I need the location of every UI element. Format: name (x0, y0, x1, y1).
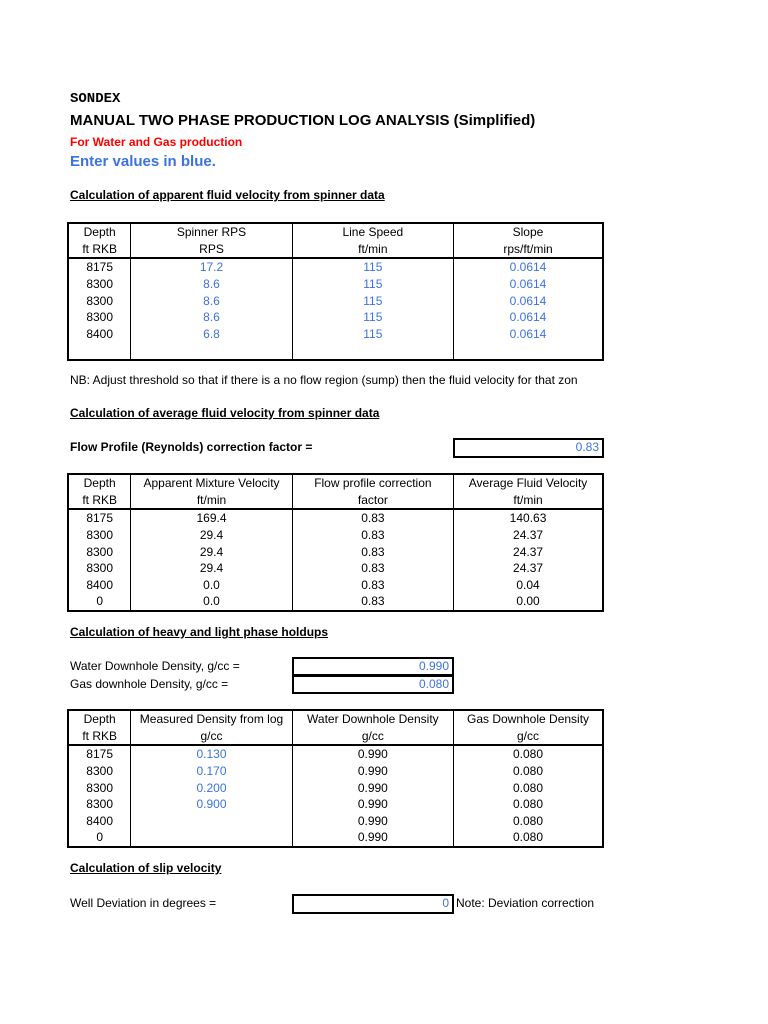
instruction: Enter values in blue. (70, 153, 216, 170)
section4-heading: Calculation of slip velocity (70, 861, 222, 875)
table-row (68, 309, 603, 326)
gas-density-cell: 0.080 (454, 763, 603, 780)
table-row (68, 813, 603, 830)
section2-heading: Calculation of average fluid velocity from spinner data (70, 406, 380, 420)
table-row (68, 745, 603, 763)
table-row (68, 593, 603, 611)
gas-density-label: Gas downhole Density, g/cc = (70, 677, 229, 691)
table-unit-row (68, 728, 603, 746)
correction-cell: 0.83 (292, 543, 453, 560)
depth-cell: 8175 (68, 509, 131, 527)
table-row (68, 796, 603, 813)
column-header: Apparent Mixture Velocity (131, 474, 292, 492)
slope-input[interactable]: 0.0614 (454, 276, 604, 293)
depth-cell: 0 (68, 593, 131, 611)
correction-factor-input[interactable]: 0.83 (453, 438, 604, 458)
depth-cell: 8300 (68, 560, 131, 577)
column-header: Measured Density from log (131, 710, 292, 728)
spinner-rps-input[interactable]: 8.6 (131, 292, 292, 309)
column-header: Water Downhole Density (292, 710, 453, 728)
line-speed-input[interactable]: 115 (292, 326, 453, 343)
depth-cell: 0 (68, 829, 131, 847)
deviation-label: Well Deviation in degrees = (70, 896, 217, 910)
column-header: Slope (454, 223, 604, 241)
column-unit: g/cc (454, 728, 603, 746)
apparent-velocity-cell: 29.4 (131, 543, 292, 560)
column-header: Depth (68, 223, 131, 241)
page-title: MANUAL TWO PHASE PRODUCTION LOG ANALYSIS (Simplified) (70, 112, 536, 129)
table-row (68, 258, 603, 276)
gas-density-cell: 0.080 (454, 779, 603, 796)
table-row (68, 779, 603, 796)
line-speed-input[interactable]: 115 (292, 258, 453, 276)
water-density-cell: 0.990 (292, 779, 453, 796)
water-density-cell: 0.990 (292, 796, 453, 813)
average-velocity-cell: 24.37 (454, 543, 603, 560)
column-unit: g/cc (131, 728, 292, 746)
slope-input[interactable]: 0.0614 (454, 326, 604, 343)
depth-cell: 8300 (68, 276, 131, 293)
table-header-row (68, 710, 603, 728)
brand-name: SONDEX (70, 91, 121, 107)
depth-cell: 8300 (68, 527, 131, 544)
depth-cell: 8300 (68, 543, 131, 560)
slope-input[interactable] (454, 342, 604, 360)
column-unit: ft/min (454, 492, 603, 510)
average-velocity-cell: 0.00 (454, 593, 603, 611)
column-header: Depth (68, 710, 131, 728)
correction-cell: 0.83 (292, 577, 453, 594)
spinner-table (67, 222, 604, 361)
column-unit: rps/ft/min (454, 241, 604, 259)
correction-cell: 0.83 (292, 560, 453, 577)
spinner-rps-input[interactable]: 8.6 (131, 309, 292, 326)
column-unit: g/cc (292, 728, 453, 746)
water-density-cell: 0.990 (292, 813, 453, 830)
column-header: Flow profile correction (292, 474, 453, 492)
column-header: Average Fluid Velocity (454, 474, 603, 492)
column-header: Gas Downhole Density (454, 710, 603, 728)
spinner-rps-input[interactable]: 6.8 (131, 326, 292, 343)
depth-cell: 8300 (68, 309, 131, 326)
apparent-velocity-cell: 29.4 (131, 560, 292, 577)
column-unit: ft/min (131, 492, 292, 510)
section1-heading: Calculation of apparent fluid velocity from spinner data (70, 188, 385, 202)
water-density-cell: 0.990 (292, 763, 453, 780)
column-unit: ft RKB (68, 492, 131, 510)
section3-heading: Calculation of heavy and light phase holdups (70, 625, 329, 639)
measured-density-input[interactable]: 0.170 (131, 763, 292, 780)
spinner-rps-input[interactable]: 17.2 (131, 258, 292, 276)
water-density-label: Water Downhole Density, g/cc = (70, 659, 240, 673)
slope-input[interactable]: 0.0614 (454, 309, 604, 326)
line-speed-input[interactable]: 115 (292, 292, 453, 309)
table-header-row (68, 223, 603, 241)
table-row (68, 527, 603, 544)
correction-cell: 0.83 (292, 509, 453, 527)
table-row (68, 292, 603, 309)
correction-factor-label: Flow Profile (Reynolds) correction factor = (70, 440, 313, 454)
depth-cell: 8175 (68, 258, 131, 276)
gas-density-cell: 0.080 (454, 745, 603, 763)
threshold-note: NB: Adjust threshold so that if there is a no flow region (sump) then the fluid velocity for that zon (70, 373, 578, 387)
table-row (68, 577, 603, 594)
measured-density-input[interactable]: 0.900 (131, 796, 292, 813)
spinner-rps-input[interactable] (131, 342, 292, 360)
velocity-table (67, 473, 604, 612)
depth-cell: 8300 (68, 779, 131, 796)
table-unit-row (68, 492, 603, 510)
table-unit-row (68, 241, 603, 259)
table-row (68, 326, 603, 343)
column-unit: ft/min (292, 241, 453, 259)
depth-cell: 8175 (68, 745, 131, 763)
table-row (68, 763, 603, 780)
spinner-rps-input[interactable]: 8.6 (131, 276, 292, 293)
table-row (68, 509, 603, 527)
column-header: Line Speed (292, 223, 453, 241)
average-velocity-cell: 140.63 (454, 509, 603, 527)
depth-cell: 8300 (68, 292, 131, 309)
water-density-cell: 0.990 (292, 829, 453, 847)
line-speed-input[interactable] (292, 342, 453, 360)
column-unit: RPS (131, 241, 292, 259)
depth-cell: 8400 (68, 326, 131, 343)
measured-density-input[interactable]: 0.200 (131, 779, 292, 796)
apparent-velocity-cell: 0.0 (131, 577, 292, 594)
table-row (68, 560, 603, 577)
correction-cell: 0.83 (292, 527, 453, 544)
correction-cell: 0.83 (292, 593, 453, 611)
gas-density-input[interactable]: 0.080 (292, 675, 454, 694)
average-velocity-cell: 0.04 (454, 577, 603, 594)
measured-density-input[interactable]: 0.130 (131, 745, 292, 763)
column-unit: ft RKB (68, 241, 131, 259)
table-row (68, 829, 603, 847)
gas-density-cell: 0.080 (454, 813, 603, 830)
gas-density-cell: 0.080 (454, 829, 603, 847)
apparent-velocity-cell: 0.0 (131, 593, 292, 611)
table-row (68, 342, 603, 360)
deviation-input[interactable]: 0 (292, 894, 454, 914)
line-speed-input[interactable]: 115 (292, 276, 453, 293)
water-density-cell: 0.990 (292, 745, 453, 763)
depth-cell: 8300 (68, 763, 131, 780)
column-unit: ft RKB (68, 728, 131, 746)
column-header: Spinner RPS (131, 223, 292, 241)
depth-cell (68, 342, 131, 360)
density-table (67, 709, 604, 848)
apparent-velocity-cell: 29.4 (131, 527, 292, 544)
depth-cell: 8300 (68, 796, 131, 813)
gas-density-cell: 0.080 (454, 796, 603, 813)
depth-cell: 8400 (68, 577, 131, 594)
table-header-row (68, 474, 603, 492)
table-row (68, 543, 603, 560)
slope-input[interactable]: 0.0614 (454, 292, 604, 309)
depth-cell: 8400 (68, 813, 131, 830)
deviation-note: Note: Deviation correction (456, 896, 595, 910)
column-header: Depth (68, 474, 131, 492)
measured-density-input[interactable] (131, 829, 292, 847)
water-density-input[interactable]: 0.990 (292, 657, 454, 676)
measured-density-input[interactable] (131, 813, 292, 830)
slope-input[interactable]: 0.0614 (454, 258, 604, 276)
subtitle: For Water and Gas production (70, 135, 243, 149)
table-row (68, 276, 603, 293)
average-velocity-cell: 24.37 (454, 527, 603, 544)
average-velocity-cell: 24.37 (454, 560, 603, 577)
line-speed-input[interactable]: 115 (292, 309, 453, 326)
column-unit: factor (292, 492, 453, 510)
apparent-velocity-cell: 169.4 (131, 509, 292, 527)
